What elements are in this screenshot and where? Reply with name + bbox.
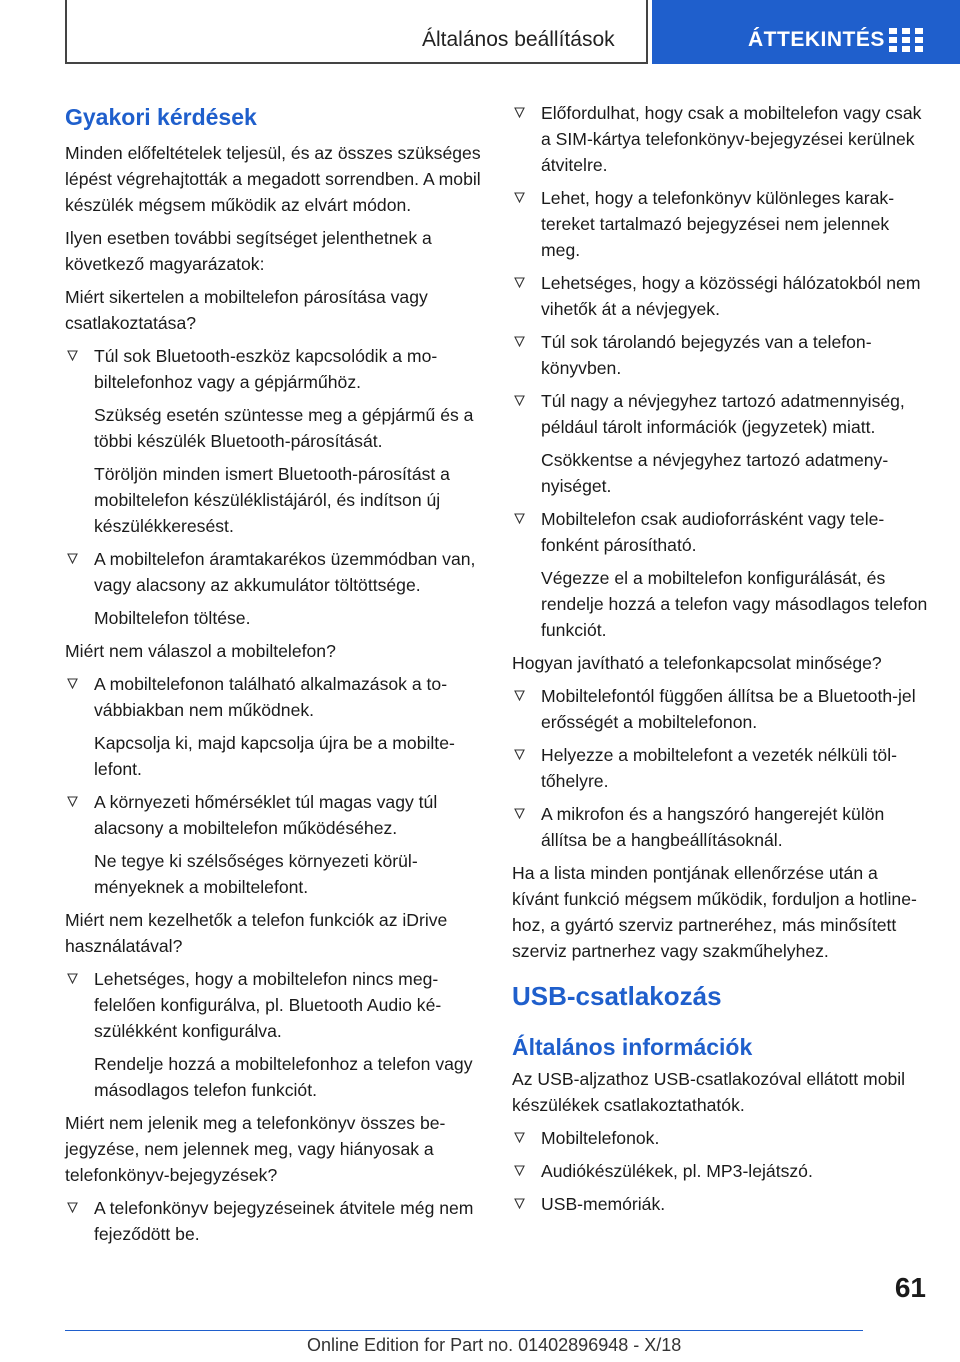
triangle-bullet-icon — [514, 192, 525, 203]
triangle-bullet-icon — [67, 973, 78, 984]
remedy-text: Csökkentse a névjegyhez tartozó adatmenynyiséget. — [541, 450, 889, 496]
left-column — [65, 100, 483, 1254]
list-item: Lehet, hogy a telefonkönyv különleges karaktereket tartalmazó bejegyzései nem jelennek meg. — [512, 185, 928, 263]
list-item: A telefonkönyv bejegyzéseinek átvitele még nem fejeződött be. — [65, 1195, 483, 1247]
remedy-text: Töröljön minden ismert Bluetooth-párosítást a mobiltelefon készüléklistájáról, és indítson új készülékkeresést. — [94, 464, 450, 536]
triangle-bullet-icon — [514, 1165, 525, 1176]
remedy-text: Mobiltelefon töltése. — [94, 608, 251, 628]
usb-subheading: Általános információk — [512, 1034, 753, 1060]
list-item: Túl sok Bluetooth-eszköz kapcsolódik a mobiltelefonhoz vagy a gépjárműhöz. — [65, 343, 483, 395]
triangle-bullet-icon — [67, 678, 78, 689]
question: Miért sikertelen a mobiltelefon párosítása vagy csatlakoztatása? — [65, 287, 428, 333]
list-item: A mobiltelefon áramtakarékos üzemmódban van, vagy alacsony az akkumulátor töltöttsége. — [65, 546, 483, 598]
triangle-bullet-icon — [67, 553, 78, 564]
triangle-bullet-icon — [514, 513, 525, 524]
list-item: Túl sok tárolandó bejegyzés van a telefonkönyvben. — [512, 329, 928, 381]
remedy-text: Szükség esetén szüntesse meg a gépjármű és a többi készülék Bluetooth-párosítását. — [94, 405, 474, 451]
tab-overview-label[interactable]: ÁTTEKINTÉS — [748, 28, 885, 51]
faq-heading: Gyakori kérdések — [65, 104, 257, 130]
list-item: A környezeti hőmérséklet túl magas vagy túl alacsony a mobiltelefon működéséhez. — [65, 789, 483, 841]
question: Miért nem válaszol a mobiltelefon? — [65, 641, 336, 661]
grid-icon[interactable] — [889, 28, 923, 52]
list-item: Túl nagy a névjegyhez tartozó adatmennyiség, például tárolt információk (jegyzetek) miatt. — [512, 388, 928, 440]
question: Miért nem jelenik meg a telefonkönyv összes bejegyzése, nem jelennek meg, vagy hiányosak a telefonkönyv-bejegyzések? — [65, 1113, 446, 1185]
triangle-bullet-icon — [514, 277, 525, 288]
list-item: Helyezze a mobiltelefont a vezeték nélküli töltőhelyre. — [512, 742, 928, 794]
triangle-bullet-icon — [514, 808, 525, 819]
triangle-bullet-icon — [67, 350, 78, 361]
list-item: USB-memóriák. — [512, 1191, 928, 1217]
question: Hogyan javítható a telefonkapcsolat minősége? — [512, 653, 882, 673]
question: Miért nem kezelhetők a telefon funkciók az iDrive használatával? — [65, 910, 448, 956]
paragraph: Az USB-aljzathoz USB-csatlakozóval ellátott mobil készülékek csatlakoztathatók. — [512, 1069, 906, 1115]
section-title: Általános beállítások — [422, 28, 615, 51]
right-column — [512, 100, 928, 1224]
triangle-bullet-icon — [514, 107, 525, 118]
list-item: Mobiltelefon csak audioforrásként vagy telefonként párosítható. — [512, 506, 928, 558]
list-item: Audiókészülékek, pl. MP3-lejátszó. — [512, 1158, 928, 1184]
list-item: Mobiltelefonok. — [512, 1125, 928, 1151]
triangle-bullet-icon — [514, 1132, 525, 1143]
list-item: A mikrofon és a hangszóró hangerejét külön állítsa be a hangbeállításoknál. — [512, 801, 928, 853]
paragraph: Minden előfeltételek teljesül, és az összes szükséges lépést végrehajtották a megadott sorrendben. A mobil készülék mégsem működik az elvárt módon. — [65, 143, 481, 215]
triangle-bullet-icon — [514, 1198, 525, 1209]
list-item: A mobiltelefonon található alkalmazások a továbbiakban nem működnek. — [65, 671, 483, 723]
remedy-text: Végezze el a mobiltelefon konfigurálását, és rendelje hozzá a telefon vagy másodlagos telefon funkciót. — [541, 568, 928, 640]
footer-divider — [65, 1330, 863, 1331]
paragraph: Ha a lista minden pontjának ellenőrzése után a kívánt funkció mégsem működik, forduljon a hotline-hoz, a gyártó szerviz partneréhez, más minősített szerviz partnerhez vagy szakműhelyhez. — [512, 863, 917, 961]
triangle-bullet-icon — [514, 395, 525, 406]
triangle-bullet-icon — [67, 1202, 78, 1213]
paragraph: Ilyen esetben további segítséget jelenthetnek a következő magyarázatok: — [65, 228, 432, 274]
edition-footer: Online Edition for Part no. 01402896948 - X/18 — [307, 1335, 682, 1355]
remedy-text: Ne tegye ki szélsőséges környezeti körülményeknek a mobiltelefont. — [94, 851, 418, 897]
list-item: Előfordulhat, hogy csak a mobiltelefon vagy csak a SIM-kártya telefonkönyv-bejegyzései kerülnek átvitelre. — [512, 100, 928, 178]
usb-heading: USB-csatlakozás — [512, 981, 722, 1011]
remedy-text: Kapcsolja ki, majd kapcsolja újra be a mobiltelefont. — [94, 733, 455, 779]
triangle-bullet-icon — [514, 336, 525, 347]
list-item: Lehetséges, hogy a közösségi hálózatokból nem vihetők át a névjegyek. — [512, 270, 928, 322]
triangle-bullet-icon — [514, 690, 525, 701]
list-item: Lehetséges, hogy a mobiltelefon nincs megfelelően konfigurálva, pl. Bluetooth Audio készülékként konfigurálva. — [65, 966, 483, 1044]
remedy-text: Rendelje hozzá a mobiltelefonhoz a telefon vagy másodlagos telefon funkciót. — [94, 1054, 473, 1100]
page-number: 61 — [894, 1272, 926, 1303]
list-item: Mobiltelefontól függően állítsa be a Bluetooth-jel erősségét a mobiltelefonon. — [512, 683, 928, 735]
triangle-bullet-icon — [67, 796, 78, 807]
triangle-bullet-icon — [514, 749, 525, 760]
